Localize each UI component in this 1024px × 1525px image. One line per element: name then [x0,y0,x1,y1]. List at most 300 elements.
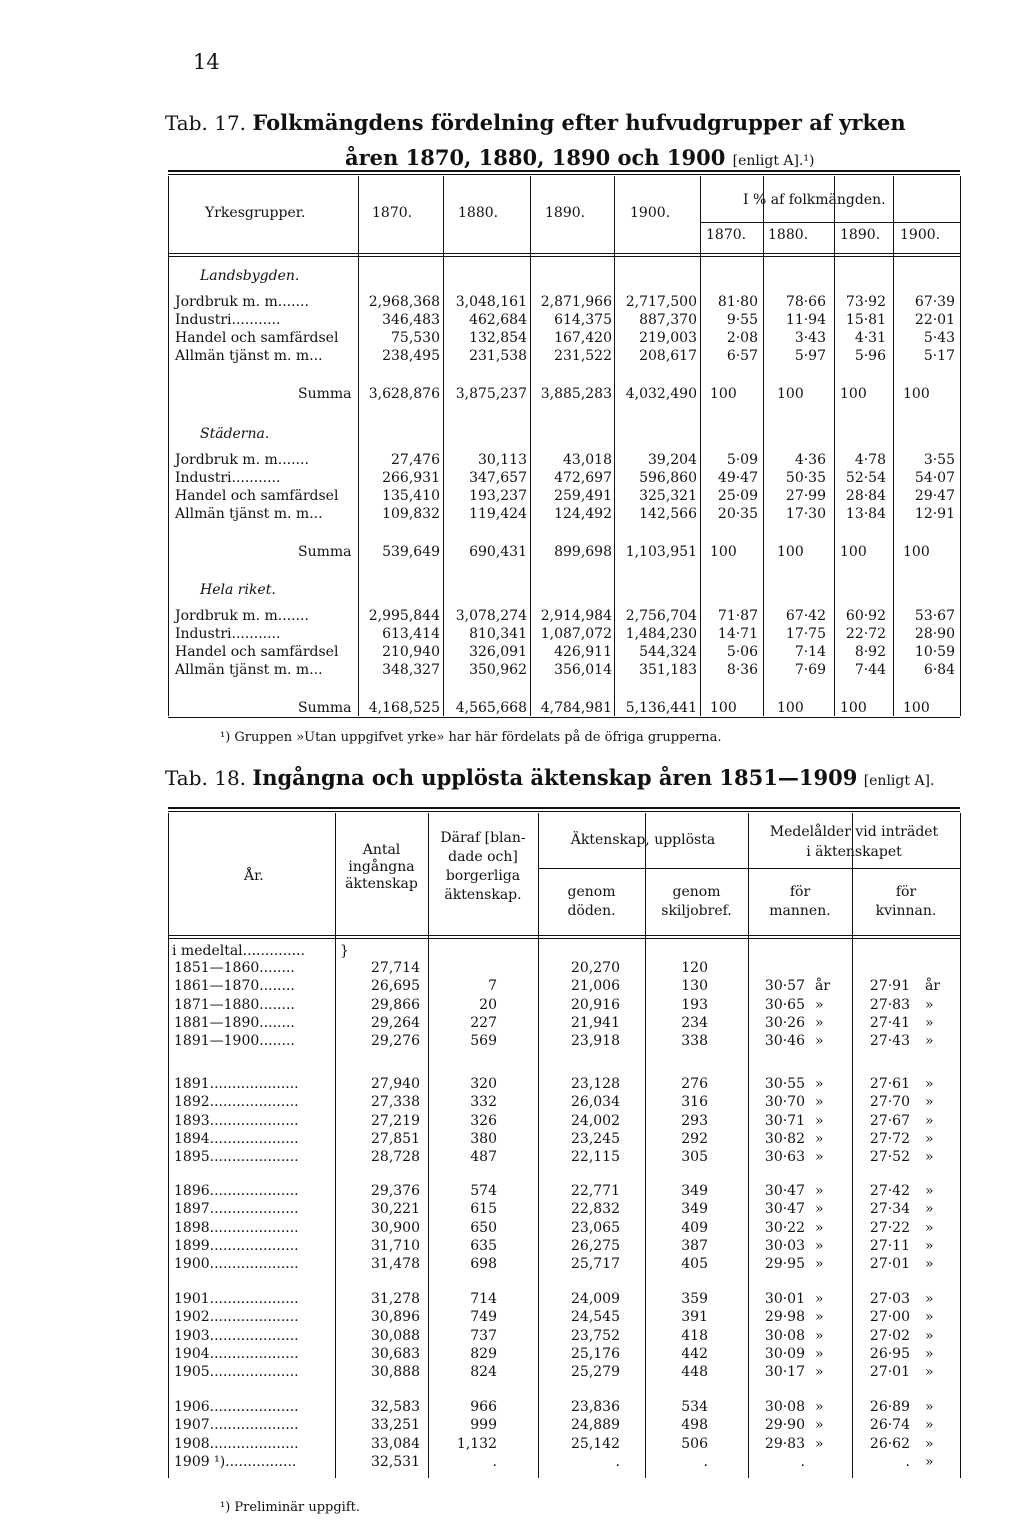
tab17-value: 39,204 [648,452,697,468]
tab17-header-group: Yrkesgrupper. [205,205,306,221]
tab17-pct: 5·43 [923,330,955,346]
tab17-vline [763,176,764,716]
tab18-row-year: 1893.................... [174,1113,299,1129]
tab18-kv: 27·67 [869,1113,910,1129]
tab18-header-for-kvinnan: kvinnan. [875,903,937,919]
tab18-doden: 23,836 [571,1399,620,1415]
tab17-pct: 4·78 [854,452,886,468]
tab18-skilj: 409 [681,1220,708,1236]
tab18-darav: 569 [470,1033,497,1049]
tab18-darav: 737 [470,1328,497,1344]
tab17-sum-label: Summa [298,386,352,402]
tab17-pct: 78·66 [785,294,826,310]
tab18-darav: 749 [470,1309,497,1325]
tab18-antal: 28,728 [371,1149,420,1165]
tab17-pct: 12·91 [914,506,955,522]
tab18-man: 30·82 [764,1131,805,1147]
tab17-row-label: Jordbruk m. m....... [175,608,309,624]
tab17-pct: 54·07 [914,470,955,486]
tab17-pct: 6·84 [923,662,955,678]
tab18-row-year: 1903.................... [174,1328,299,1344]
tab18-top-rule-2 [168,811,960,812]
tab17-row-label: Industri........... [175,470,281,486]
tab18-row-year: 1898.................... [174,1220,299,1236]
page-number: 14 [193,50,220,74]
tab18-skilj: 338 [681,1033,708,1049]
tab18-man-unit: » [815,1076,824,1092]
tab18-man-unit: » [815,1399,824,1415]
tab18-kv: 27·01 [869,1256,910,1272]
tab17-pct: 3·43 [794,330,826,346]
tab18-antal: 30,896 [371,1309,420,1325]
tab17-sum-value: 4,784,981 [540,700,612,716]
tab18-header-darav: dade och] [448,849,518,865]
tab17-value: 1,087,072 [540,626,612,642]
tab18-darav: 574 [470,1183,497,1199]
tab17-vline [443,176,444,716]
tab18-brace: } [340,943,349,959]
tab17-footnote: ¹) Gruppen »Utan uppgifvet yrke» har här fördelats på de öfriga grupperna. [220,730,722,745]
tab18-skilj: 498 [681,1417,708,1433]
tab18-row-year: 1905.................... [174,1364,299,1380]
tab17-label: Tab. 17. [165,111,247,135]
tab17-sum-label: Summa [298,700,352,716]
tab18-kv: 27·72 [869,1131,910,1147]
tab17-pct: 67·42 [785,608,826,624]
tab18-skilj: 442 [681,1346,708,1362]
tab18-darav: . [492,1454,497,1470]
tab18-man: 30·08 [764,1399,805,1415]
tab17-sum-value: 3,628,876 [368,386,440,402]
tab18-skilj: 418 [681,1328,708,1344]
tab18-doden: 22,771 [571,1183,620,1199]
tab18-antal: 29,264 [371,1015,420,1031]
tab18-man: 30·55 [764,1076,805,1092]
tab18-kv-unit: » [925,1256,934,1272]
tab18-kv-unit: » [925,1183,934,1199]
tab17-value: 1,484,230 [625,626,697,642]
tab17-value: 208,617 [639,348,697,364]
tab17-value: 124,492 [554,506,612,522]
tab18-kv: 27·41 [869,1015,910,1031]
tab18-man: 30·01 [764,1291,805,1307]
tab18-man-unit: » [815,1183,824,1199]
tab17-value: 135,410 [382,488,440,504]
tab17-value: 193,237 [469,488,527,504]
tab18-antal: 32,531 [371,1454,420,1470]
tab17-section-name: Städerna. [200,426,270,442]
tab18-antal: 27,714 [371,960,420,976]
tab18-kv-unit: » [925,1220,934,1236]
tab17-value: 259,491 [554,488,612,504]
tab18-man: 29·98 [764,1309,805,1325]
tab18-man: 30·70 [764,1094,805,1110]
tab17-value: 350,962 [469,662,527,678]
tab18-header-darav: borgerliga [445,868,521,884]
tab18-row-year: 1909 ¹)................ [174,1454,297,1470]
tab18-antal: 30,683 [371,1346,420,1362]
tab18-medeltal-label: i medeltal.............. [172,943,305,959]
tab18-doden: 24,889 [571,1417,620,1433]
tab18-kv-unit: » [925,1291,934,1307]
tab18-doden: 21,941 [571,1015,620,1031]
tab18-skilj: 193 [681,997,708,1013]
tab18-row-year: 1897.................... [174,1201,299,1217]
tab18-antal: 29,276 [371,1033,420,1049]
tab17-pct: 6·57 [726,348,758,364]
tab17-sum-pct: 100 [777,700,804,716]
tab18-row-year: 1902.................... [174,1309,299,1325]
tab18-man: 30·57 [764,978,805,994]
tab18-antal: 31,710 [371,1238,420,1254]
tab18-man-unit: » [815,1131,824,1147]
tab18-doden: 25,717 [571,1256,620,1272]
tab18-darav: 714 [470,1291,497,1307]
tab18-kv: 27·00 [869,1309,910,1325]
tab18-vline [168,813,169,1478]
tab18-doden: 24,009 [571,1291,620,1307]
tab17-value: 238,495 [382,348,440,364]
tab18-darav: 20 [479,997,497,1013]
tab17-vline [960,176,961,716]
tab18-row-year: 1900.................... [174,1256,299,1272]
tab18-kv: 27·42 [869,1183,910,1199]
tab18-row-year: 1891.................... [174,1076,299,1092]
tab18-man-unit: » [815,1364,824,1380]
tab18-kv-unit: » [925,1436,934,1452]
tab17-value: 472,697 [554,470,612,486]
tab18-doden: 23,128 [571,1076,620,1092]
tab18-kv: 26·62 [869,1436,910,1452]
tab17-sum-pct: 100 [840,700,867,716]
tab17-pct: 22·72 [845,626,886,642]
tab18-darav: 615 [470,1201,497,1217]
tab18-kv-unit: » [925,1113,934,1129]
tab17-pct: 5·09 [726,452,758,468]
tab17-title-line1: Folkmängdens fördelning efter hufvudgrupper af yrken [252,110,906,135]
tab17-value: 43,018 [563,452,612,468]
tab17-pct: 60·92 [845,608,886,624]
tab17-sum-value: 539,649 [382,544,440,560]
tab18-kv-unit: » [925,1131,934,1147]
tab17-row-label: Industri........... [175,626,281,642]
tab18-man: 30·47 [764,1201,805,1217]
tab17-header-rule [168,253,960,254]
tab18-antal: 33,084 [371,1436,420,1452]
tab17-value: 119,424 [469,506,527,522]
tab18-skilj: 130 [681,978,708,994]
tab18-row-year: 1906.................... [174,1399,299,1415]
tab18-man: 30·09 [764,1346,805,1362]
tab18-title-source: [enligt A]. [863,773,935,789]
tab18-header-rule-2 [168,938,960,939]
tab18-row-year: 1899.................... [174,1238,299,1254]
tab18-row-year: 1907.................... [174,1417,299,1433]
tab17-value: 30,113 [478,452,527,468]
tab18-man-unit: » [815,1417,824,1433]
tab18-doden: 20,270 [571,960,620,976]
tab18-kv: 27·91 [869,978,910,994]
tab18-antal: 33,251 [371,1417,420,1433]
tab18-doden: 25,279 [571,1364,620,1380]
tab18-antal: 27,219 [371,1113,420,1129]
tab18-title-text: Ingångna och upplösta äktenskap åren 1851—1909 [252,765,858,790]
tab17-title-line2-wrap [345,145,815,170]
tab17-sum-value: 1,103,951 [625,544,697,560]
tab18-man: 30·26 [764,1015,805,1031]
tab18-vline [335,813,336,1478]
tab17-pct: 5·17 [923,348,955,364]
tab18-antal: 32,583 [371,1399,420,1415]
tab18-skilj: . [703,1454,708,1470]
tab17-sum-pct: 100 [710,544,737,560]
tab18-darav: 966 [470,1399,497,1415]
tab18-man-unit: » [815,1436,824,1452]
tab17-row-label: Industri........... [175,312,281,328]
tab17-value: 219,003 [639,330,697,346]
tab17-bottom-rule [168,717,960,718]
tab17-value: 75,530 [391,330,440,346]
tab18-kv: 27·70 [869,1094,910,1110]
tab18-man-unit: » [815,1328,824,1344]
tab17-pct: 7·44 [854,662,886,678]
tab17-value: 210,940 [382,644,440,660]
tab18-kv-unit: » [925,1033,934,1049]
tab17-row-label: Allmän tjänst m. m... [175,348,323,364]
tab18-darav: 320 [470,1076,497,1092]
tab18-header-genom-skilj: skiljobref. [661,903,732,919]
tab18-antal: 30,888 [371,1364,420,1380]
tab17-vline [893,176,894,716]
tab17-value: 3,048,161 [455,294,527,310]
tab18-antal: 30,088 [371,1328,420,1344]
tab18-man: 30·46 [764,1033,805,1049]
tab18-man-unit: » [815,1094,824,1110]
tab17-pct: 2·08 [726,330,758,346]
tab17-pct: 7·14 [794,644,826,660]
tab18-man-unit: » [815,997,824,1013]
tab17-pct: 22·01 [914,312,955,328]
tab18-row-year: 1896.................... [174,1183,299,1199]
tab18-doden: 23,065 [571,1220,620,1236]
tab17-value: 231,522 [554,348,612,364]
tab17-sum-pct: 100 [903,700,930,716]
tab17-pct: 15·81 [845,312,886,328]
tab18-man-unit: » [815,1113,824,1129]
tab17-pct: 4·31 [854,330,886,346]
tab18-skilj: 391 [681,1309,708,1325]
tab18-doden: 23,245 [571,1131,620,1147]
tab18-doden: 25,176 [571,1346,620,1362]
tab18-darav: 1,132 [456,1436,497,1452]
tab17-value: 27,476 [391,452,440,468]
tab18-antal: 26,695 [371,978,420,994]
tab18-darav: 650 [470,1220,497,1236]
tab18-row-year: 1891—1900........ [174,1033,295,1049]
tab17-sum-value: 899,698 [554,544,612,560]
tab18-header-upplosta: Äktenskap, upplösta [570,832,716,848]
tab17-sum-value: 4,168,525 [368,700,440,716]
tab17-pct: 7·69 [794,662,826,678]
tab18-antal: 29,376 [371,1183,420,1199]
tab18-skilj: 534 [681,1399,708,1415]
tab17-header-year: 1890. [545,205,586,221]
tab18-man: 30·71 [764,1113,805,1129]
tab17-pct: 3·55 [923,452,955,468]
tab18-kv-unit: » [925,1238,934,1254]
tab18-man-unit: » [815,1149,824,1165]
tab18-man: 30·47 [764,1183,805,1199]
tab18-vline [960,813,961,1478]
tab17-value: 351,183 [639,662,697,678]
tab18-darav: 487 [470,1149,497,1165]
tab17-value: 544,324 [639,644,697,660]
tab17-pct: 28·90 [914,626,955,642]
tab17-sum-pct: 100 [710,386,737,402]
tab18-kv-unit: » [925,1346,934,1362]
tab18-man: 30·03 [764,1238,805,1254]
tab17-value: 462,684 [469,312,527,328]
tab18-man-unit: » [815,1238,824,1254]
tab17-value: 614,375 [554,312,612,328]
tab18-skilj: 276 [681,1076,708,1092]
tab18-man: 30·63 [764,1149,805,1165]
tab17-sum-label: Summa [298,544,352,560]
tab18-label: Tab. 18. [165,766,247,790]
tab17-row-label: Handel och samfärdsel [175,488,339,504]
tab18-header-darav: Däraf [blan- [440,830,526,846]
tab18-kv-unit: » [925,1076,934,1092]
tab18-doden: 25,142 [571,1436,620,1452]
tab18-header-medel: Medelålder vid inträdet [769,824,939,840]
tab17-value: 347,657 [469,470,527,486]
tab18-doden: 22,115 [571,1149,620,1165]
tab17-sum-pct: 100 [777,386,804,402]
tab17-pct: 17·75 [785,626,826,642]
tab17-sum-pct: 100 [710,700,737,716]
tab18-header-genom-doden: genom [567,884,616,900]
tab18-man: 30·17 [764,1364,805,1380]
tab18-darav: 380 [470,1131,497,1147]
tab18-header-for-mannen: för [789,884,811,900]
tab17-pct: 20·35 [717,506,758,522]
tab18-header-genom-skilj: genom [672,884,721,900]
tab17-header-year: 1900. [630,205,671,221]
tab18-kv: 27·02 [869,1328,910,1344]
tab17-row-label: Handel och samfärdsel [175,644,339,660]
tab17-section-name: Landsbygden. [200,268,300,284]
tab18-kv: 27·52 [869,1149,910,1165]
tab17-pct: 10·59 [914,644,955,660]
tab17-pct: 25·09 [717,488,758,504]
tab17-header-pct-title: I % af folkmängden. [743,192,886,208]
tab18-top-rule [168,807,960,809]
tab18-doden: 24,002 [571,1113,620,1129]
tab17-pct: 11·94 [785,312,826,328]
tab17-value: 167,420 [554,330,612,346]
tab18-man-unit: » [815,1291,824,1307]
tab17-pct: 5·06 [726,644,758,660]
tab18-skilj: 292 [681,1131,708,1147]
tab18-doden: 20,916 [571,997,620,1013]
tab17-value: 142,566 [639,506,697,522]
tab18-doden: 21,006 [571,978,620,994]
tab18-kv: 27·22 [869,1220,910,1236]
tab18-skilj: 359 [681,1291,708,1307]
tab17-pct: 28·84 [845,488,886,504]
tab17-value: 326,091 [469,644,527,660]
tab18-darav: 829 [470,1346,497,1362]
tab18-header-year: År. [244,868,264,884]
tab17-value: 109,832 [382,506,440,522]
tab17-value: 2,914,984 [540,608,612,624]
tab18-darav: 7 [488,978,497,994]
tab18-row-year: 1908.................... [174,1436,299,1452]
tab18-kv: 27·83 [869,997,910,1013]
tab17-pct: 13·84 [845,506,886,522]
tab18-kv-unit: » [925,1094,934,1110]
tab18-skilj: 349 [681,1183,708,1199]
tab18-header-darav: äktenskap. [444,887,522,903]
tab18-kv-unit: » [925,1201,934,1217]
tab18-man: 29·95 [764,1256,805,1272]
tab18-antal: 27,940 [371,1076,420,1092]
tab17-header-rule-2 [168,256,960,257]
tab17-pct: 27·99 [785,488,826,504]
tab18-darav: 332 [470,1094,497,1110]
tab18-man-unit: » [815,1346,824,1362]
tab17-top-rule [168,170,960,172]
tab18-upplosta-subrule [538,868,748,869]
tab18-row-year: 1901.................... [174,1291,299,1307]
tab18-darav: 698 [470,1256,497,1272]
tab17-header-pct-year: 1880. [768,227,809,243]
tab18-skilj: 405 [681,1256,708,1272]
tab18-skilj: 349 [681,1201,708,1217]
tab17-sum-value: 3,875,237 [455,386,527,402]
tab18-doden: 23,918 [571,1033,620,1049]
tab18-skilj: 293 [681,1113,708,1129]
tab17-top-rule-2 [168,174,960,175]
tab18-man: 29·90 [764,1417,805,1433]
tab18-doden: 23,752 [571,1328,620,1344]
tab18-antal: 29,866 [371,997,420,1013]
tab18-kv-unit: » [925,997,934,1013]
tab18-header-genom-doden: döden. [567,903,616,919]
tab18-antal: 27,851 [371,1131,420,1147]
tab17-sum-value: 5,136,441 [625,700,697,716]
tab17-value: 346,483 [382,312,440,328]
tab17-header-pct-year: 1870. [706,227,747,243]
tab18-man: 30·08 [764,1328,805,1344]
tab18-kv-unit: » [925,1417,934,1433]
tab18-kv-unit: år [925,978,941,994]
tab18-header-rule [168,935,960,936]
tab18-header-antal: ingångna [348,859,415,875]
tab18-man-unit: » [815,1201,824,1217]
tab18-antal: 27,338 [371,1094,420,1110]
tab17-vline [700,176,701,716]
tab17-row-label: Jordbruk m. m....... [175,452,309,468]
tab17-value: 2,995,844 [368,608,440,624]
tab17-header-pct-year: 1890. [840,227,881,243]
tab18-man: . [800,1454,805,1470]
tab18-antal: 31,278 [371,1291,420,1307]
tab18-doden: 26,275 [571,1238,620,1254]
tab17-value: 231,538 [469,348,527,364]
tab17-header-pct-year: 1900. [900,227,941,243]
tab17-pct: 52·54 [845,470,886,486]
